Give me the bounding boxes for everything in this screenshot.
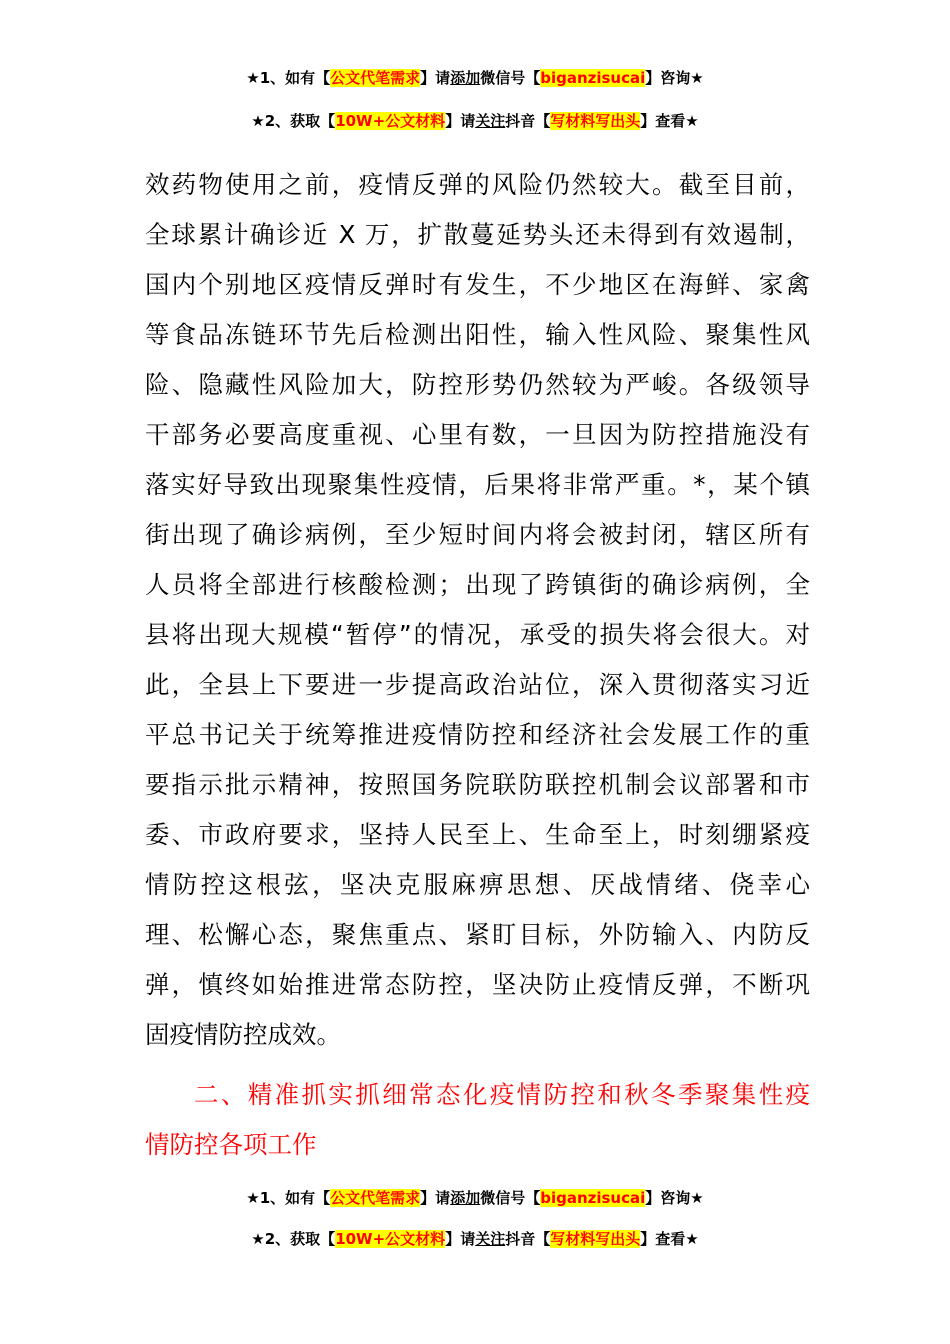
body-paragraph [145,160,810,1060]
banner-highlight-wechat-id: biganzisucai [540,69,646,87]
paragraph-line: 委、市政府要求，坚持人民至上、生命至上，时刻绷紧疫 [145,820,810,849]
paragraph-line: 险、隐藏性风险加大，防控形势仍然较为严峻。各级领导 [145,370,810,399]
banner-text: 】请 [445,1230,476,1248]
banner-text: 】咨询★ [645,1189,704,1207]
banner-text: ★2、获取【 [251,1230,336,1248]
banner-text: 】咨询★ [645,69,704,87]
banner-underlined-text: 关注 [475,112,506,130]
banner-highlight-douyin-id: 写材料写出头 [550,112,641,130]
section-heading [145,1070,810,1170]
banner-text: ★2、获取【 [251,112,336,130]
banner-underlined-text: 关注 [475,1230,506,1248]
banner-text: ★1、如有【 [246,69,331,87]
banner-text: 抖音【 [505,1230,551,1248]
banner-underlined-text: 添加 [450,1189,481,1207]
banner-highlight-wechat-id: biganzisucai [540,1189,646,1207]
paragraph-line: 落实好导致出现聚集性疫情，后果将非常严重。*，某个镇 [145,470,810,499]
paragraph-line: 干部务必要高度重视、心里有数，一旦因为防控措施没有 [145,420,810,449]
paragraph-line: 街出现了确诊病例，至少短时间内将会被封闭，辖区所有 [145,520,810,549]
banner-text: 】查看★ [640,1230,699,1248]
banner-highlight: 10W+公文材料 [335,1230,446,1248]
paragraph-line: 效药物使用之前，疫情反弹的风险仍然较大。截至目前， [145,170,810,199]
banner-highlight: 公文代笔需求 [330,1189,421,1207]
paragraph-line: 弹，慎终如始推进常态防控，坚决防止疫情反弹，不断巩 [145,970,810,999]
paragraph-line: 国内个别地区疫情反弹时有发生，不少地区在海鲜、家禽 [145,270,810,299]
paragraph-line: 县将出现大规模“暂停”的情况，承受的损失将会很大。对 [145,620,810,649]
banner-text: 】请 [420,69,451,87]
paragraph-line: 平总书记关于统筹推进疫情防控和经济社会发展工作的重 [145,720,810,749]
paragraph-line: 要指示批示精神，按照国务院联防联控机制会议部署和市 [145,770,810,799]
paragraph-line: 理、松懈心态，聚焦重点、紧盯目标，外防输入、内防反 [145,920,810,949]
paragraph-line: 等食品冻链环节先后检测出阳性，输入性风险、聚集性风 [145,320,810,349]
paragraph-line: 情防控这根弦，坚决克服麻痹思想、厌战情绪、侥幸心 [145,870,810,899]
paragraph-line: 人员将全部进行核酸检测；出现了跨镇街的确诊病例，全 [145,570,810,599]
banner-text: ★1、如有【 [246,1189,331,1207]
paragraph-line: 固疫情防控成效。 [145,1020,341,1049]
banner-text: 】查看★ [640,112,699,130]
banner-text: 微信号【 [480,69,541,87]
banner-text: 微信号【 [480,1189,541,1207]
banner-text: 抖音【 [505,112,551,130]
banner-highlight: 10W+公文材料 [335,112,446,130]
banner-highlight: 公文代笔需求 [330,69,421,87]
paragraph-line: 此，全县上下要进一步提高政治站位，深入贯彻落实习近 [145,670,810,699]
banner-underlined-text: 添加 [450,69,481,87]
banner-text: 】请 [420,1189,451,1207]
section-heading-line: 二、精准抓实抓细常态化疫情防控和秋冬季聚集性疫 [194,1080,810,1109]
banner-text: 】请 [445,112,476,130]
banner-top-line-2 [0,111,950,131]
banner-top-line-1 [0,68,950,88]
banner-highlight-douyin-id: 写材料写出头 [550,1230,641,1248]
banner-bottom-line-2 [0,1229,950,1249]
banner-bottom-line-1 [0,1188,950,1208]
paragraph-line: 全球累计确诊近 X 万，扩散蔓延势头还未得到有效遏制， [145,220,810,249]
section-heading-line: 情防控各项工作 [145,1130,317,1159]
